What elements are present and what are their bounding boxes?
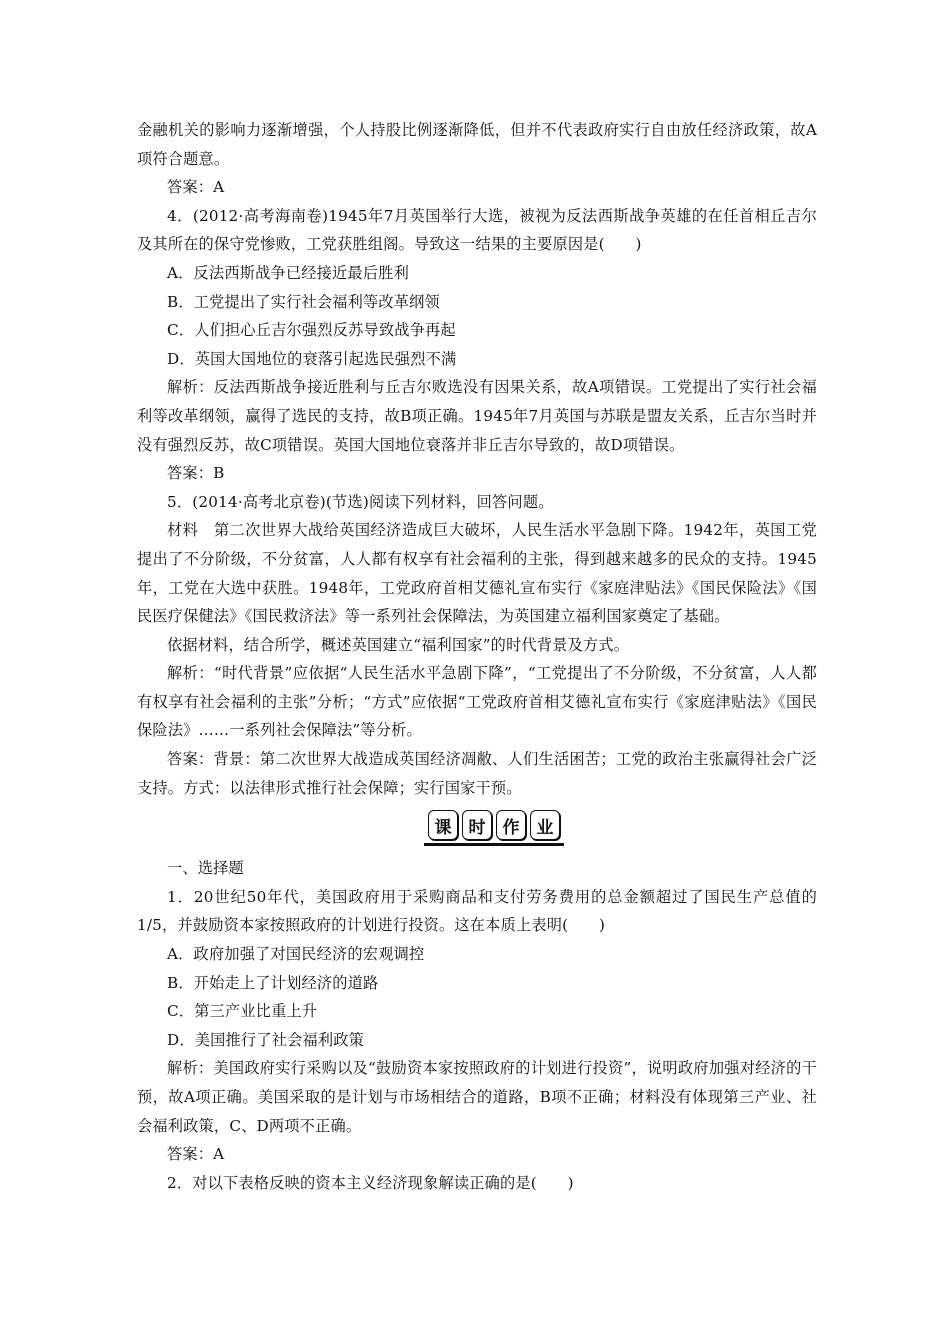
- q4-answer: 答案：B: [167, 464, 225, 483]
- q5-material: 材料 第二次世界大战给英国经济造成巨大破坏，人民生活水平急剧下降。1942年，英国工党提出了不分阶级，不分贫富，人人都有权享有社会福利的主张，得到越来越多的民众的支持。1945年，工党在大选中获胜。1948年，工党政府首相艾德礼宣布实行《家庭津贴法》《国民保险法》《国民医疗保健法》《国民救济法》等一系列社会保障法，为英国建立福利国家奠定了基础。: [137, 521, 817, 626]
- intro-continuation: 金融机关的影响力逐渐增强，个人持股比例逐渐降低，但并不代表政府实行自由放任经济政策，故A项符合题意。: [137, 121, 817, 168]
- q4-option-a: A．反法西斯战争已经接近最后胜利: [167, 263, 409, 282]
- q2-stem: 2．对以下表格反映的资本主义经济现象解读正确的是( ): [167, 1173, 574, 1192]
- q4-option-d: D．英国大国地位的衰落引起选民强烈不满: [167, 349, 457, 368]
- q4-analysis: 解析：反法西斯战争接近胜利与丘吉尔败选没有因果关系，故A项错误。工党提出了实行社会福利等改革纲领，赢得了选民的支持，故B项正确。1945年7月英国与苏联是盟友关系，丘吉尔当时并没有强烈反苏，故C项错误。英国大国地位衰落并非丘吉尔导致的，故D项错误。: [137, 378, 817, 454]
- document-page: [137, 116, 817, 1197]
- q1-answer: 答案：A: [167, 1145, 225, 1164]
- banner-chips: [424, 810, 564, 840]
- q4-option-c: C．人们担心丘吉尔强烈反苏导致战争再起: [167, 321, 456, 340]
- banner-char-1: 课: [428, 810, 458, 840]
- section-banner: [137, 806, 817, 854]
- q5-analysis: 解析：“时代背景”应依据“人民生活水平急剧下降”，“工党提出了不分阶级，不分贫富，人人都有权享有社会福利的主张”分析；“方式”应依据“工党政府首相艾德礼宣布实行《家庭津贴法》《国民保险法》……一系列社会保障法”等分析。: [137, 664, 817, 740]
- q5-question: 依据材料，结合所学，概述英国建立“福利国家”的时代背景及方式。: [167, 635, 630, 654]
- q4-stem: 4．(2012·高考海南卷)1945年7月英国举行大选，被视为反法西斯战争英雄的在任首相丘吉尔及其所在的保守党惨败，工党获胜组阁。导致这一结果的主要原因是( ): [137, 206, 817, 254]
- homework-banner: [424, 810, 564, 846]
- banner-rule: [424, 843, 564, 846]
- q1-option-d: D．美国推行了社会福利政策: [167, 1030, 365, 1049]
- q1-stem: 1．20世纪50年代，美国政府用于采购商品和支付劳务费用的总金额超过了国民生产总值的1/5，并鼓励资本家按照政府的计划进行投资。这在本质上表明( ): [137, 887, 817, 935]
- q5-stem: 5．(2014·高考北京卷)(节选)阅读下列材料，回答问题。: [167, 492, 554, 511]
- banner-char-2: 时: [462, 810, 492, 840]
- section-title: 一、选择题: [167, 859, 244, 878]
- q1-analysis: 解析：美国政府实行采购以及“鼓励资本家按照政府的计划进行投资”，说明政府加强对经济的干预，故A项正确。美国采取的是计划与市场相结合的道路，B项不正确；材料没有体现第三产业、社会福利政策，C、D两项不正确。: [137, 1059, 817, 1135]
- q1-option-a: A．政府加强了对国民经济的宏观调控: [167, 945, 425, 964]
- q4-option-b: B．工党提出了实行社会福利等改革纲领: [167, 292, 440, 311]
- intro-answer: 答案：A: [167, 178, 225, 197]
- q1-option-c: C．第三产业比重上升: [167, 1002, 318, 1021]
- banner-char-3: 作: [496, 810, 526, 840]
- banner-char-4: 业: [530, 810, 560, 840]
- q1-option-b: B．开始走上了计划经济的道路: [167, 973, 379, 992]
- q5-answer: 答案：背景：第二次世界大战造成英国经济凋敝、人们生活困苦；工党的政治主张赢得社会广泛支持。方式：以法律形式推行社会保障；实行国家干预。: [137, 750, 817, 797]
